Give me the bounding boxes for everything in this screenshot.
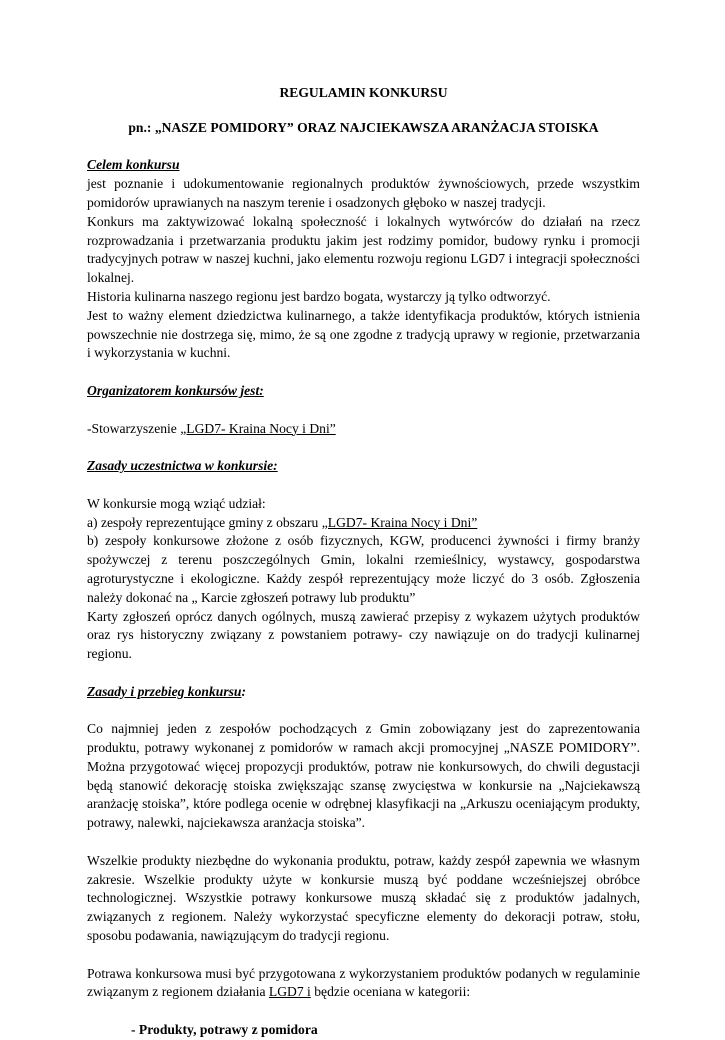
paragraph-cel-2: Konkurs ma zaktywizować lokalną społeczność i lokalnych wytwórców do działań na rzecz rozprowadzania i przetwarzania produktu jakim jest rodzimy pomidor, budowy rynku i promocji tradycyjnych potraw w naszej kuchni, jako elementu rozwoju regionu LGD7 i integracji społeczności lokalnej. (87, 213, 640, 286)
paragraph-organizator (87, 420, 640, 439)
document-title: REGULAMIN KONKURSU (279, 85, 448, 100)
paragraph-przebieg-3 (87, 965, 640, 1003)
heading-przebieg-text: Zasady i przebieg konkursu (87, 683, 242, 699)
przebieg-3-text-a: Potrawa konkursowa musi być przygotowana z wykorzystaniem produktów podanych w regulaminie związanym z regionem działania (87, 965, 640, 1000)
paragraph-cel-3: Historia kulinarna naszego regionu jest bardzo bogata, wystarczy ją tylko odtworzyć. (87, 288, 551, 304)
document-page (87, 76, 640, 1040)
item-a-text: a) zespoły reprezentujące gminy z obszaru (87, 514, 322, 530)
category-bullet: - Produkty, potrawy z pomidora (131, 1022, 318, 1038)
paragraph-cel-4: Jest to ważny element dziedzictwa kulinarnego, a także identyfikacja produktów, których istnienia powszechnie nie dostrzega się, mimo, że są one zgodne z tradycją uprawy w regionie, przetwarzania i wykorzystania w kuchni. (87, 307, 640, 361)
item-a-org: „LGD7- Kraina Nocy i Dni” (321, 514, 478, 530)
paragraph-uczestnictwo-c: Karty zgłoszeń oprócz danych ogólnych, muszą zawierać przepisy z wykazem użytych produktów oraz rys historyczny związany z powstaniem potrawy- czy nawiązuje on do tradycji kulinarnej regionu. (87, 608, 640, 662)
heading-celem-konkursu: Celem konkursu (87, 157, 180, 173)
document-subtitle: pn.: „NASZE POMIDORY” ORAZ NAJCIEKAWSZA ARANŻACJA STOISKA (128, 119, 599, 135)
przebieg-3-text-b: będzie oceniana w kategorii: (310, 984, 471, 1000)
paragraph-uczestnictwo-a (87, 514, 640, 533)
organizer-name: „LGD7- Kraina Nocy i Dni” (180, 420, 336, 436)
przebieg-3-lgd: LGD7 i (268, 984, 311, 1000)
heading-przebieg-colon: : (241, 683, 246, 699)
heading-przebieg-konkursu (87, 683, 640, 702)
paragraph-przebieg-1: Co najmniej jeden z zespołów pochodzących z Gmin zobowiązany jest do zaprezentowania produktu, potrawy wykonanej z pomidorów w ramach akcji promocyjnej „NASZE POMIDORY”. Można przygotować więcej propozycji produktów, potraw nie konkursowych, do chwili degustacji będą stanowić dekorację stoiska zwiększając szansę zwycięstwa w konkursie na „Najciekawszą aranżację stoiska”, które podlega ocenie w odrębnej klasyfikacji na „Arkuszu oceniającym produkty, potrawy, nalewki, najciekawsza aranżacja stoiska”. (87, 721, 640, 831)
organizer-prefix: -Stowarzyszenie (87, 420, 181, 436)
paragraph-cel-1: jest poznanie i udokumentowanie regionalnych produktów żywnościowych, przede wszystkim pomidorów uprawianych na naszym terenie i osadzonych głęboko w naszej tradycji. (87, 176, 640, 210)
heading-zasady-uczestnictwa: Zasady uczestnictwa w konkursie: (87, 458, 278, 474)
paragraph-uczestnictwo-intro: W konkursie mogą wziąć udział: (87, 495, 266, 511)
paragraph-uczestnictwo-b: b) zespoły konkursowe złożone z osób fizycznych, KGW, producenci żywności i firmy branży spożywczej z terenu poszczególnych Gmin, lokalni rzemieślnicy, wystawcy, gospodarstwa agroturystyczne i ekologiczne. Każdy zespół reprezentujący może liczyć do 3 osób. Zgłoszenia należy dokonać na „ Karcie zgłoszeń potrawy lub produktu” (87, 533, 640, 605)
paragraph-przebieg-2: Wszelkie produkty niezbędne do wykonania produktu, potraw, każdy zespół zapewnia we własnym zakresie. Wszelkie produkty użyte w konkursie muszą być poddane wcześniejszej obróbce technologicznej. Wszystkie potrawy konkursowe muszą składać się z produktów jadalnych, związanych z regionem. Należy wykorzystać specyficzne elementy do dekoracji potraw, stołu, sposobu podawania, nawiązującym do tradycji regionu. (87, 852, 640, 944)
heading-organizator: Organizatorem konkursów jest: (87, 382, 264, 398)
